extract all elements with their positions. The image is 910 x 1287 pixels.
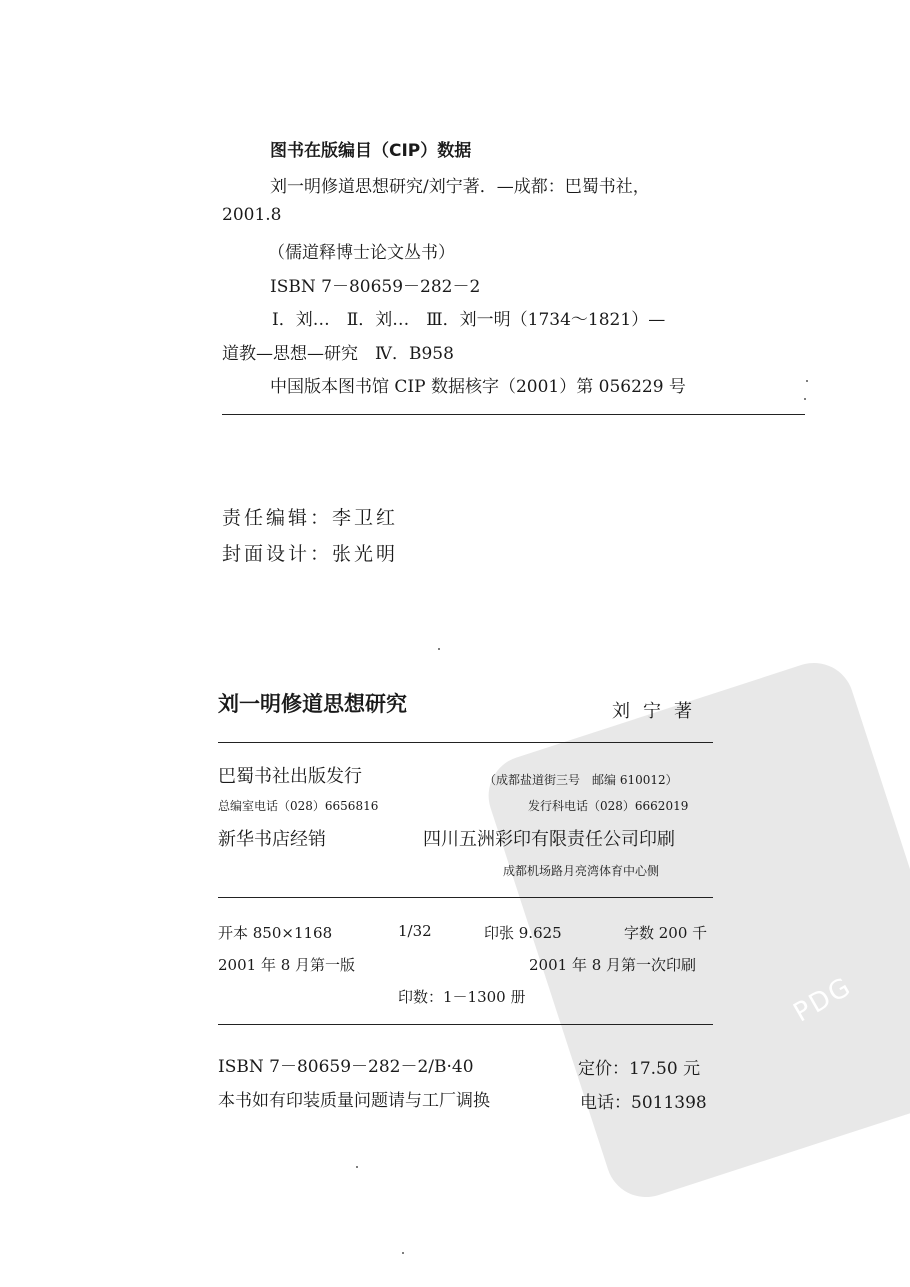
price: 定价：17.50 元 [578, 1059, 701, 1079]
isbn-full: ISBN 7－80659－282－2/B·40 [218, 1057, 474, 1077]
printer-address: 成都机场路月亮湾体育中心侧 [503, 864, 660, 878]
print-run: 印数：1－1300 册 [398, 988, 526, 1006]
cip-line-approval: 中国版本图书馆 CIP 数据核字（2001）第 056229 号 [270, 377, 686, 397]
cip-divider [222, 414, 805, 415]
edition: 2001 年 8 月第一版 [218, 956, 356, 974]
cip-line-isbn: ISBN 7－80659－282－2 [270, 277, 481, 297]
cover-designer: 封面设计：张光明 [222, 543, 399, 565]
printer: 四川五洲彩印有限责任公司印刷 [423, 829, 675, 850]
word-count: 字数 200 千 [624, 924, 708, 942]
editorial-phone: 总编室电话（028）6656816 [218, 799, 379, 813]
scan-speck [806, 380, 808, 382]
cip-line-title-author: 刘一明修道思想研究/刘宁著．—成都：巴蜀书社， [270, 177, 650, 197]
publisher-address: （成都盐道街三号 邮编 610012） [484, 773, 678, 787]
print-sheets: 印张 9.625 [484, 924, 562, 942]
printing: 2001 年 8 月第一次印刷 [529, 956, 697, 974]
colophon-divider-2 [218, 897, 713, 898]
cip-line-date: 2001.8 [222, 205, 282, 225]
sales-phone: 发行科电话（028）6662019 [528, 799, 689, 813]
cip-line-series: （儒道释博士论文丛书） [268, 243, 455, 263]
book-title: 刘一明修道思想研究 [218, 692, 407, 716]
publisher: 巴蜀书社出版发行 [218, 766, 362, 787]
cip-line-subjects: Ⅰ．刘… Ⅱ．刘… Ⅲ．刘一明（1734～1821）— [272, 310, 666, 330]
book-format: 开本 850×1168 [218, 924, 333, 942]
cip-title: 图书在版编目（CIP）数据 [270, 141, 472, 161]
cip-line-classification: 道教—思想—研究 Ⅳ．B958 [222, 344, 454, 364]
scan-speck [804, 398, 806, 400]
scan-speck [402, 1252, 404, 1254]
scan-speck [438, 648, 440, 650]
phone: 电话：5011398 [580, 1093, 707, 1113]
quality-note: 本书如有印装质量问题请与工厂调换 [218, 1091, 490, 1111]
colophon-divider-3 [218, 1024, 713, 1025]
colophon-divider-1 [218, 742, 713, 743]
scan-speck [356, 1166, 358, 1168]
book-fold: 1/32 [398, 922, 432, 940]
watermark-label: PDG [788, 971, 858, 1029]
distributor: 新华书店经销 [218, 829, 326, 850]
responsible-editor: 责任编辑：李卫红 [222, 507, 399, 529]
author: 刘宁著 [612, 701, 705, 722]
